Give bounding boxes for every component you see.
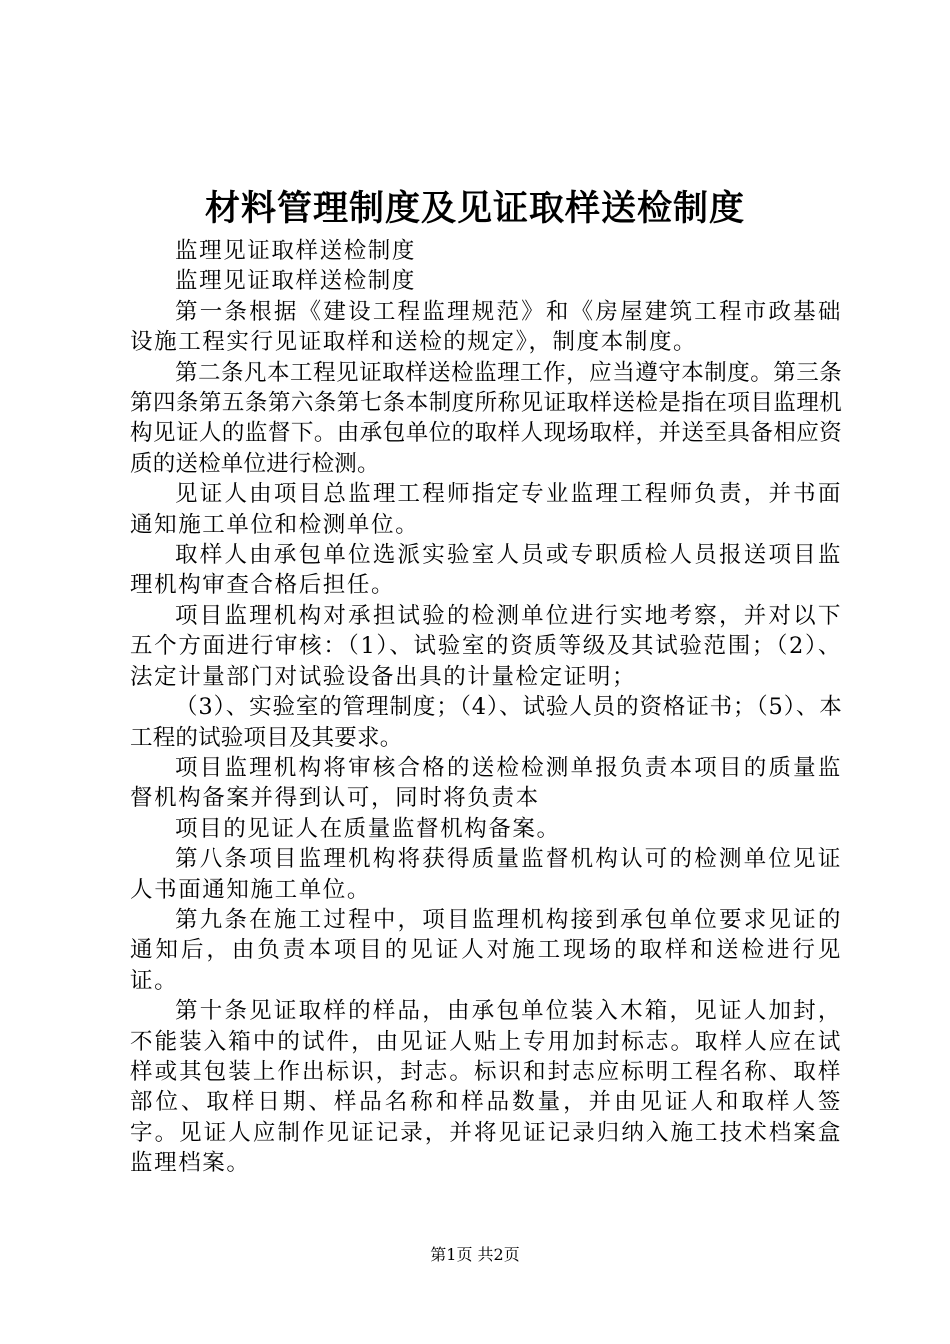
paragraph: 取样人由承包单位选派实验室人员或专职质检人员报送项目监理机构审查合格后担任。	[130, 542, 842, 599]
paragraph: 监理见证取样送检制度	[175, 238, 417, 264]
paragraph: 第二条凡本工程见证取样送检监理工作，应当遵守本制度。第三条第四条第五条第六条第七条本制度所称见证取样送检是指在项目监理机构见证人的监督下。由承包单位的取样人现场取样，并送至具备相应资质的送检单位进行检测。	[130, 359, 842, 477]
paragraph: 监理见证取样送检制度	[175, 268, 417, 295]
paragraph: 第九条在施工过程中，项目监理机构接到承包单位要求见证的通知后，由负责本项目的见证人对施工现场的取样和送检进行见证。	[130, 906, 842, 994]
paragraph: 第十条见证取样的样品，由承包单位装入木箱，见证人加封，不能装入箱中的试件，由见证人贴上专用加封标志。取样人应在试样或其包装上作出标识，封志。标识和封志应标明工程名称、取样部位、取样日期、样品名称和样品数量，并由见证人和取样人签字。见证人应制作见证记录，并将见证记录归纳入施工技术档案盒监理档案。	[130, 998, 842, 1177]
paragraph: 项目监理机构将审核合格的送检检测单报负责本项目的质量监督机构备案并得到认可，同时将负责本	[130, 754, 842, 812]
document-title: 材料管理制度及见证取样送检制度	[204, 188, 745, 229]
paragraph: （3）、实验室的管理制度；（4）、试验人员的资格证书；（5）、本工程的试验项目及其要求。	[130, 694, 842, 751]
page-number-footer: 第1页 共2页	[430, 1245, 520, 1264]
document-body	[130, 236, 842, 1179]
paragraph: 项目监理机构对承担试验的检测单位进行实地考察，并对以下五个方面进行审核：（1）、试验室的资质等级及其试验范围；（2）、法定计量部门对试验设备出具的计量检定证明；	[130, 602, 842, 690]
paragraph: 第八条项目监理机构将获得质量监督机构认可的检测单位见证人书面通知施工单位。	[130, 846, 842, 903]
paragraph: 项目的见证人在质量监督机构备案。	[175, 815, 561, 842]
paragraph: 见证人由项目总监理工程师指定专业监理工程师负责，并书面通知施工单位和检测单位。	[130, 481, 842, 538]
paragraph: 第一条根据《建设工程监理规范》和《房屋建筑工程市政基础设施工程实行见证取样和送检的规定》，制度本制度。	[130, 298, 842, 356]
